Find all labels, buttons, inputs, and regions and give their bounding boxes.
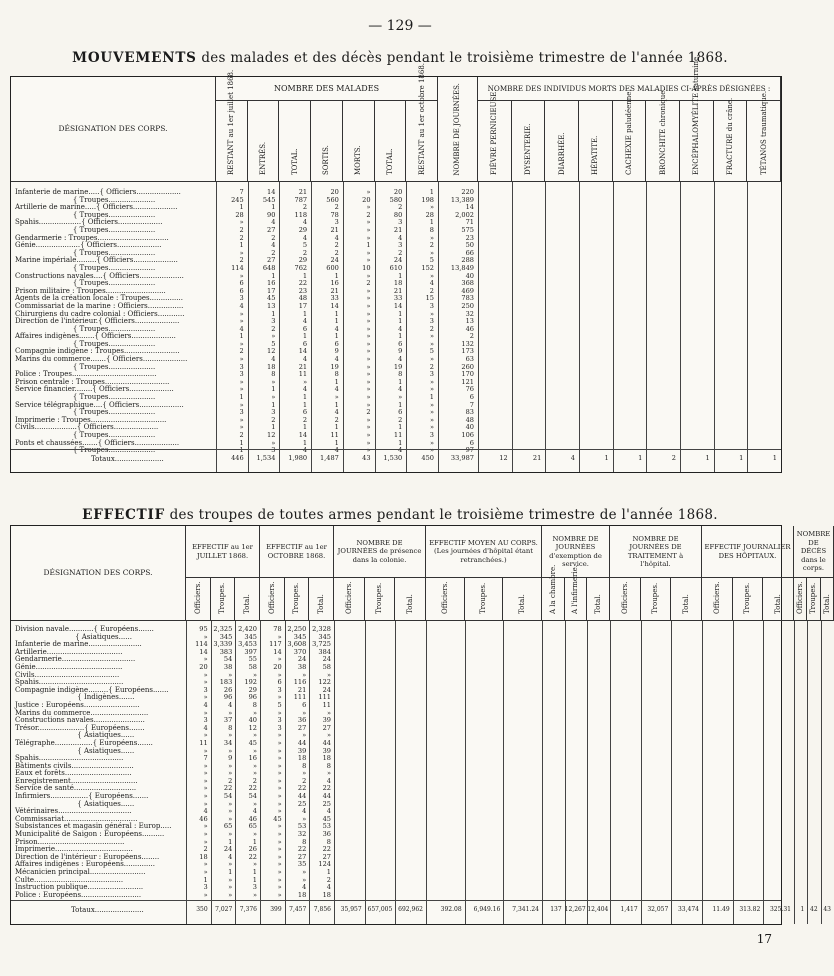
table2-group-header: EFFECTIF JOURNALIER DES HÔPITAUX. [702,526,794,578]
table1-col-header-malades: MORTS. [343,101,375,182]
table2-subcol-header: Officiers. [702,578,733,621]
table2-subcol-header: Troupes. [211,578,236,621]
table2-data-column: 95 » 114 14 » 20 » » 3 » 4 » 3 4 » 11 » 7 » » » » » » 4 46 » » » 2 18 » » 1 3 » [195,625,208,899]
table2-subcol-header: Total. [235,578,260,621]
table1-total-value: 1 [638,454,643,462]
table1-column-rule [714,182,715,472]
table2-subcol-header: A la chambre. [542,578,565,621]
table1-col-header-malades: TOTAL. [375,101,407,182]
table2-total-value: 392.08 [440,906,462,913]
table1-group-morts: NOMBRE DES INDIVIDUS MORTS DES MALADIES CI-APRÈS DÉSIGNÉES : [478,77,781,101]
table2-column-rule [503,621,504,924]
table1-total-value: 1,530 [383,454,403,462]
table2-column-rule [465,621,466,924]
table1-total-value: 446 [231,454,244,462]
table1-total-value: 43 [362,454,371,462]
table2-total-value: 6,949.16 [473,906,501,913]
table2-totals-rule [11,900,781,901]
table1-col-header-morts: HÉPATITE. [579,101,613,182]
table1-col-header-malades: TOTAL. [279,101,311,182]
table2-group-header: EFFECTIF MOYEN AU CORPS. (Les journées d'hôpital étant retranchées.) [426,526,542,578]
table1-total-value: 1,980 [288,454,308,462]
table1-data-column: » 20 » 2 » » » 1 » » 10 » 2 » » » » » » » » » » » » » » » » 2 » » » » » [362,188,371,455]
table2-group-header: NOMBRE DE DÉCÈS dans le corps. [794,526,834,578]
table1-data-column: 14 545 1 90 4 27 2 4 2 27 648 1 16 17 45 13 1 3 2 » 5 12 4 18 8 » 1 » 1 3 2 1 12 » 3 [262,188,276,455]
table1-total-value: 1 [604,454,609,462]
table1-total-value: 1,487 [319,454,339,462]
table1-designation-header: DÉSIGNATION DES CORPS. [11,77,216,182]
table2-subcol-header: Officiers. [334,578,365,621]
table2-column-rule [821,621,822,924]
table2-total-value: 11.49 [712,906,730,913]
page-number: — 129 — [368,18,432,34]
table2-column-rule [794,621,795,924]
table1-data-column: 220 13,389 14 2,002 71 575 23 50 66 288 13,849 40 368 469 783 250 32 13 46 2 132 173 63 260 170 121 76 6 7 83 48 40 106 6 97 [450,188,474,455]
table1-column-rule [478,182,479,472]
table2-column-rule [610,621,611,924]
table2-subcol-header: Total. [587,578,610,621]
table2-title-rest: des troupes de toutes armes pendant le troisième trimestre de l'année 1868. [169,507,718,523]
table1-column-rule [579,182,580,472]
table1-col-header-malades: RESTANT au 1er juillet 1868. [216,101,248,182]
table1-col-header-morts: FIÈVRE PERNICIEUSE. [478,101,512,182]
table2-total-value: 1,417 [620,906,638,913]
table1-total-value: 12 [499,454,508,462]
table1-col-header-malades: RESTANT au 1er octobre 1868. [406,101,438,182]
table2 [10,525,831,925]
table2-total-value: 12,404 [587,906,609,913]
table2-column-rule [763,621,764,924]
table2-total-value: 7,457 [289,906,307,913]
table2-column-rule [702,621,703,924]
table2-total-value: 657,005 [367,906,393,913]
table2-designation-header: DÉSIGNATION DES CORPS. [11,526,186,621]
table1-journees-header: NOMBRE DE JOURNÉES. [438,77,478,182]
table2-subcol-header: Total. [395,578,426,621]
table1-total-value: 21 [532,454,542,462]
table2-subcol-header: Troupes. [365,578,396,621]
table2-group-header: EFFECTIF au 1er OCTOBRE 1868. [260,526,334,578]
table2-total-value: 42 [810,906,818,913]
table2-total-value: 12,267 [564,906,586,913]
table1-data-column: 21 787 2 118 4 29 4 5 2 29 762 1 22 23 48 17 1 4 6 1 6 14 4 21 11 » 4 1 1 6 2 1 14 1 4 [294,188,308,455]
table2-column-rule [641,621,642,924]
table1-title [0,50,800,66]
table2-subcol-header: Troupes. [807,578,820,621]
table2-subcol-header: Troupes. [285,578,310,621]
table1-totals-label: Totaux...................... [91,455,164,463]
table2-column-rule [395,621,396,924]
table2-total-value: 43 [823,906,831,913]
table2-total-value: 692,962 [398,906,423,913]
table2-total-value: 350 [196,906,208,913]
table2-total-value: 33,474 [677,906,699,913]
table2-subcol-header: Total. [309,578,334,621]
table1-data-column: 7 245 1 28 » 2 2 1 » 2 114 » 6 6 3 4 » » 4 1 » 2 » 3 3 » » 1 » 3 » » 2 1 1 [231,188,244,455]
table2-group-header: NOMBRE DE JOURNÉES d'exemption de service. [542,526,610,578]
table2-subcol-header: Total. [763,578,794,621]
table2-subcol-header: Officiers. [260,578,285,621]
table1-total-value: 1,534 [256,454,276,462]
table1-totals-rule [11,449,781,450]
table1-column-rule [680,182,681,472]
table1-total-value: 4 [570,454,575,462]
table2-subcol-header: Total. [821,578,834,621]
table1-total-value: 450 [421,454,434,462]
table1-group-malades: NOMBRE DES MALADES [216,77,438,101]
table1-total-value: 1 [772,454,777,462]
table1-col-header-morts: TÉTANOS traumatique. [747,101,781,182]
table2-totals-label: Totaux...................... [71,906,144,914]
table1-column-rule [512,182,513,472]
table2-column-rule [565,621,566,924]
table2-data-column: 78 » 117 14 » 20 » 6 3 » 5 » 3 3 » » » » » » » » » » » 45 » » » » » » » » » » [269,625,282,899]
table2-subcol-header: Officiers. [610,578,641,621]
table2-total-value: 7,376 [239,906,257,913]
table2-column-rule [365,621,366,924]
footer-page-number: 17 [756,932,772,946]
table2-subcol-header: Officiers. [794,578,807,621]
table2-column-rule [426,621,427,924]
table2-group-header: EFFECTIF au 1er JUILLET 1868. [186,526,260,578]
table1-data-column: 1 198 » 28 1 8 » 2 » 5 152 » 4 2 15 3 » 3 2 » » 5 » 2 3 » » 1 » » » » 3 » » [421,188,434,455]
table2-column-rule [807,621,808,924]
table1-col-header-malades: SORTIS. [311,101,343,182]
table2-subcol-header: Troupes. [465,578,504,621]
table1-title-rest: des malades et des décès pendant le troisième trimestre de l'année 1868. [201,50,728,66]
table1-data-column: 20 560 2 78 3 21 4 2 2 24 600 1 16 21 33 14 1 1 4 1 6 9 4 19 8 1 4 » 1 4 2 1 11 1 4 [326,188,339,455]
table2-row-labels: Division navale...........{ Européens....... { Asiatiques...... Infanterie de marine........................ Artillerie.................................. Gendarmerie................................. Génie....................................... Civils...................................... Spahis...................................... Compagnie indigène.........{ Européens....... { Indigènes....... Justice : Européens......................... Marins du commerce.......................... Constructions navales....................... Trésor.....................{ Européens....... { Asiatiques...... Télégraphe.................{ Européens....... { Asiatiques...... Spahis...................................... Bâtiments civils............................ Eaux et forêts.............................. Enregistrement.............................. Service de santé............................ Infirmiers.................{ Européens....... { Asiatiques...... Vétérinaires................................. Commissariat................................. Subsistances et magasin général : Europ..... Municipalité de Saigon : Européens.......... Prison....................................... Imprimerie................................... Direction de l'intérieur : Européens........ Affaires indigènes : Européens.............. Mécanicien principal......................... Culte........................................ Instruction publique......................... Police : Européens........................... [15,625,172,899]
table2-data-column: 2,420 345 3,453 397 55 58 » 192 29 96 8 » 40 12 » 45 » 16 » » 2 22 54 » 4 46 65 » 1 26 22 » 1 1 3 » [238,625,257,899]
table2-data-column: 2,325 345 3,339 383 54 38 » 183 26 96 4 » 37 8 » 34 » 9 » » 2 22 54 » » » 65 » 1 24 4 » 1 » » » [213,625,233,899]
table1-total-value: 1 [739,454,744,462]
table2-total-value: 399 [270,906,282,913]
table1-total-value: 2 [671,454,676,462]
table1-col-header-morts: DYSENTERIE. [512,101,546,182]
table1-col-header-morts: CACHEXIE paludéenne. [613,101,647,182]
table2-total-value: 7,341.24 [512,906,539,913]
table2-subcol-header: Troupes. [641,578,672,621]
table1-data-column: 20 580 2 80 3 21 4 3 2 24 610 1 18 21 33 14 1 1 4 1 6 9 4 19 8 1 4 » 1 6 2 1 11 1 4 [389,188,403,455]
table2-column-rule [733,621,734,924]
table1-col-header-morts: ENCÉPHALOMYÉLITE saturnine. [680,101,714,182]
table1-total-value: 33,987 [450,454,474,462]
table2-total-value: 1 [800,906,805,913]
table2-total-value: 32,057 [647,906,669,913]
table1-column-rule [646,182,647,472]
table1-col-header-morts: FRACTURE du crâne. [714,101,748,182]
table1-col-header-morts: DIARRHÉE. [545,101,579,182]
table1-col-header-morts: BRONCHITE chronique. [646,101,680,182]
table2-subcol-header: A l'infirmerie. [565,578,588,621]
table2-title-caps: EFFECTIF [82,507,165,523]
table1-row-labels: Infanterie de marine.....{ Officiers.................... { Troupes..................... Artillerie de marine.....{ Officiers.................... { Troupes..................... Spahis...................{ Officiers.................... { Troupes..................... Gendarmerie : Troupes................................ Génie....................{ Officiers.................... { Troupes..................... Marine impériale.........{ Officiers.................... { Troupes..................... Constructions navales....{ Officiers.................... { Troupes..................... Prison militaire : Troupes........................... Agents de la création locale : Troupes............... Commissariat de la marine : Officiers................ Chirurgiens du cadre colonial : Officiers............ Direction de l'intérieur.{ Officiers.................... { Troupes..................... Affaires indigènes.......{ Officiers.................... { Troupes..................... Compagnie indigène : Troupes......................... Marins du commerce.......{ Officiers.................... { Troupes..................... Police : Troupes...................................... Prison centrale : Troupes............................. Service financier........{ Officiers.................... { Troupes..................... Service télégraphique....{ Officiers.................... { Troupes..................... Imprimerie : Troupes.................................. Civils...................{ Officiers.................... { Troupes..................... Ponts et chaussées.......{ Officiers.................... { Troupes..................... [15,188,188,455]
table2-data-column: 2,328 345 3,725 384 24 58 » 122 24 111 11 » 39 27 » 44 39 18 8 » 4 22 44 25 4 45 53 36 8 22 27 124 1 2 4 18 [312,625,331,899]
table2-column-rule [542,621,543,924]
table2-group-header: NOMBRE DE JOURNÉES de présence dans la colonie. [334,526,426,578]
table2-title [0,507,800,523]
table2-subcol-header: Officiers. [426,578,465,621]
table2-total-value: 7,856 [313,906,331,913]
table1-column-rule [613,182,614,472]
table2-group-header: NOMBRE DE JOURNÉES DE TRAITEMENT à l'hôpital. [610,526,702,578]
table2-total-value: 7,027 [215,906,233,913]
table2-subcol-header: Total. [671,578,702,621]
table2-column-rule [587,621,588,924]
table1-column-rule [545,182,546,472]
table2-total-value: 137 [550,906,562,913]
table2-column-rule [334,621,335,924]
table2-subcol-header: Officiers. [186,578,211,621]
table2-total-value: 325.31 [769,906,791,913]
table2-subcol-header: Total. [503,578,542,621]
table2-total-value: 313.82 [739,906,761,913]
table1-total-value: 1 [705,454,710,462]
table1-col-header-malades: ENTRÉS. [248,101,280,182]
table2-data-column: 2,250 345 3,608 370 24 38 » 116 21 111 6 » 36 27 » 44 39 18 8 » 2 22 44 25 4 » 53 32 8 22 27 35 » » 4 18 [287,625,307,899]
table2-subcol-header: Troupes. [733,578,764,621]
table1-title-caps: MOUVEMENTS [72,50,197,66]
table1-column-rule [747,182,748,472]
table2-column-rule [671,621,672,924]
table2-total-value: 35,957 [340,906,362,913]
